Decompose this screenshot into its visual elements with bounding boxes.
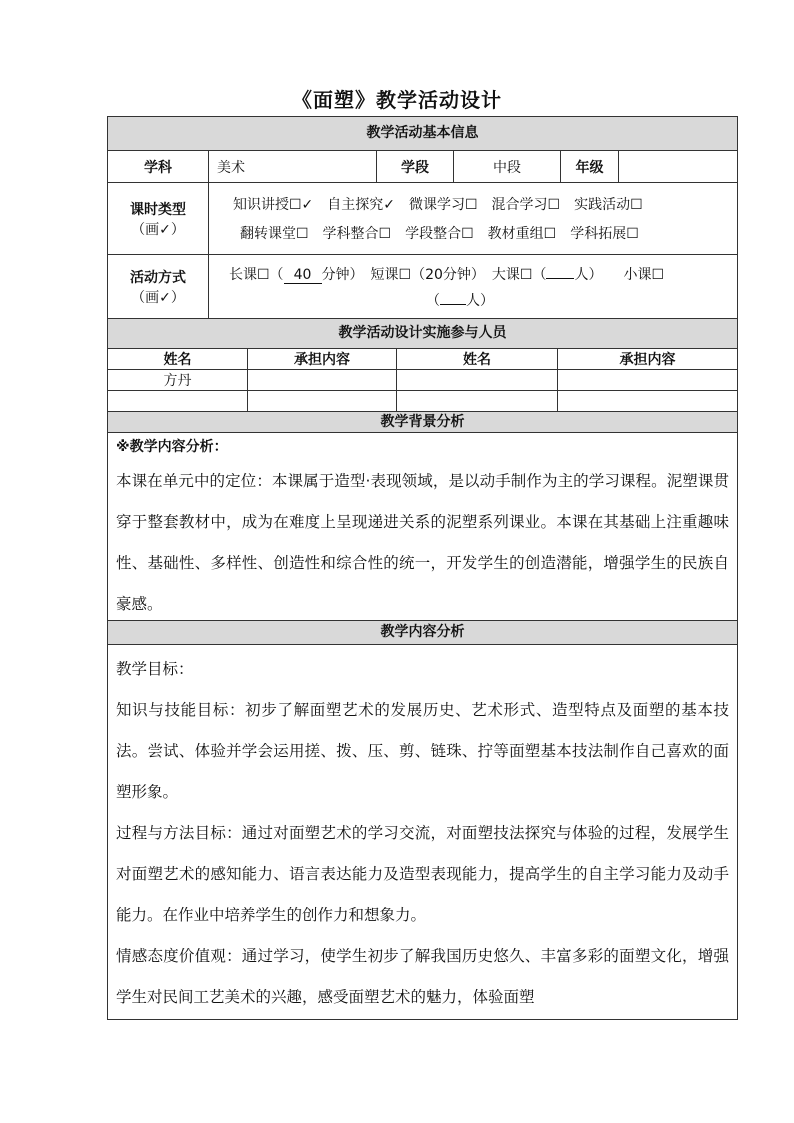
participant-name-2 <box>397 391 558 411</box>
col-name-2: 姓名 <box>397 349 558 369</box>
participant-row <box>108 391 737 412</box>
process-method-goal: 过程与方法目标：通过对面塑艺术的学习交流，对面塑技法探究与体验的过程，发展学生对面塑艺术的感知能力、语言表达能力及造型表现能力，提高学生的自主学习能力及动手能力。在作业中培养学生的创作力和想象力。 <box>116 824 729 924</box>
small-class-count <box>440 304 466 305</box>
lesson-type-options-line1: 知识讲授☐✓ 自主探究✓ 微课学习☐ 混合学习☐ 实践活动☐ <box>233 197 643 213</box>
activity-mode-options <box>209 255 737 318</box>
knowledge-skills-goal: 知识与技能目标：初步了解面塑艺术的发展历史、艺术形式、造型特点及面塑的基本技法。尝试、体验并学会运用搓、拨、压、剪、链珠、拧等面塑基本技法制作自己喜欢的面塑形象。 <box>116 701 729 801</box>
big-class-suffix: 人） 小课☐ <box>574 266 665 283</box>
subject-value: 美术 <box>209 151 377 182</box>
lesson-type-options <box>209 183 737 254</box>
col-task-2: 承担内容 <box>619 352 676 368</box>
participant-name-1: 方丹 <box>108 370 248 390</box>
lesson-type-hint: （画✓） <box>131 221 185 238</box>
activity-mode-label: 活动方式 <box>130 269 186 286</box>
subject-label: 学科 <box>108 151 209 182</box>
background-subheading: ※教学内容分析： <box>116 439 228 455</box>
small-class-suffix: 人） <box>466 292 494 309</box>
content-analysis-body <box>108 645 737 1019</box>
participant-task-2 <box>558 391 737 411</box>
document-title: 《面塑》教学活动设计 <box>292 88 502 112</box>
participant-row <box>108 370 737 391</box>
participant-name-1 <box>108 391 248 411</box>
small-class-prefix: （ <box>426 292 440 309</box>
background-paragraph: 本课在单元中的定位：本课属于造型·表现领域，是以动手制作为主的学习课程。泥塑课贯穿于整套教材中，成为在难度上呈现递进关系的泥塑系列课业。本课在其基础上注重趣味性、基础性、多样性、创造性和综合性的统一，开发学生的创造潜能，增强学生的民族自豪感。 <box>116 472 729 613</box>
long-class-prefix: 长课☐（ <box>229 266 284 283</box>
long-class-minutes: 40 <box>284 267 322 284</box>
basic-info-header: 教学活动基本信息 <box>108 117 737 151</box>
content-analysis-header: 教学内容分析 <box>108 621 737 645</box>
activity-mode-hint: （画✓） <box>131 289 185 306</box>
activity-mode-line2 <box>229 290 494 310</box>
background-header: 教学背景分析 <box>108 412 737 433</box>
col-name-1: 姓名 <box>108 349 248 369</box>
long-class-suffix: 分钟） 短课☐（20分钟） 大课☐（ <box>321 266 547 283</box>
lesson-type-label-cell <box>108 183 209 254</box>
participant-task-1 <box>248 370 397 390</box>
lesson-type-options-line2: 翻转课堂☐ 学科整合☐ 学段整合☐ 教材重组☐ 学科拓展☐ <box>240 226 639 242</box>
lesson-type-label: 课时类型 <box>130 201 186 218</box>
emotion-values-goal: 情感态度价值观：通过学习，使学生初步了解我国历史悠久、丰富多彩的面塑文化，增强学生对民间工艺美术的兴趣，感受面塑艺术的魅力，体验面塑 <box>116 947 729 1006</box>
participant-task-1 <box>248 391 397 411</box>
activity-mode-label-cell <box>108 255 209 318</box>
big-class-count <box>546 278 574 279</box>
subject-row <box>108 151 737 183</box>
teaching-goals-label: 教学目标： <box>116 660 194 678</box>
grade-label: 年级 <box>561 151 619 182</box>
activity-mode-line1 <box>229 264 664 284</box>
activity-mode-row <box>108 255 737 319</box>
background-content <box>108 433 737 621</box>
lesson-type-row <box>108 183 737 255</box>
participant-name-2 <box>397 370 558 390</box>
stage-label: 学段 <box>377 151 454 182</box>
participants-header: 教学活动设计实施参与人员 <box>108 319 737 349</box>
lesson-design-table <box>107 116 738 1020</box>
stage-value: 中段 <box>454 151 561 182</box>
participants-col-headers <box>108 349 737 370</box>
col-task-1: 承担内容 <box>248 349 397 369</box>
grade-value <box>619 151 737 182</box>
participant-task-2 <box>558 370 737 390</box>
